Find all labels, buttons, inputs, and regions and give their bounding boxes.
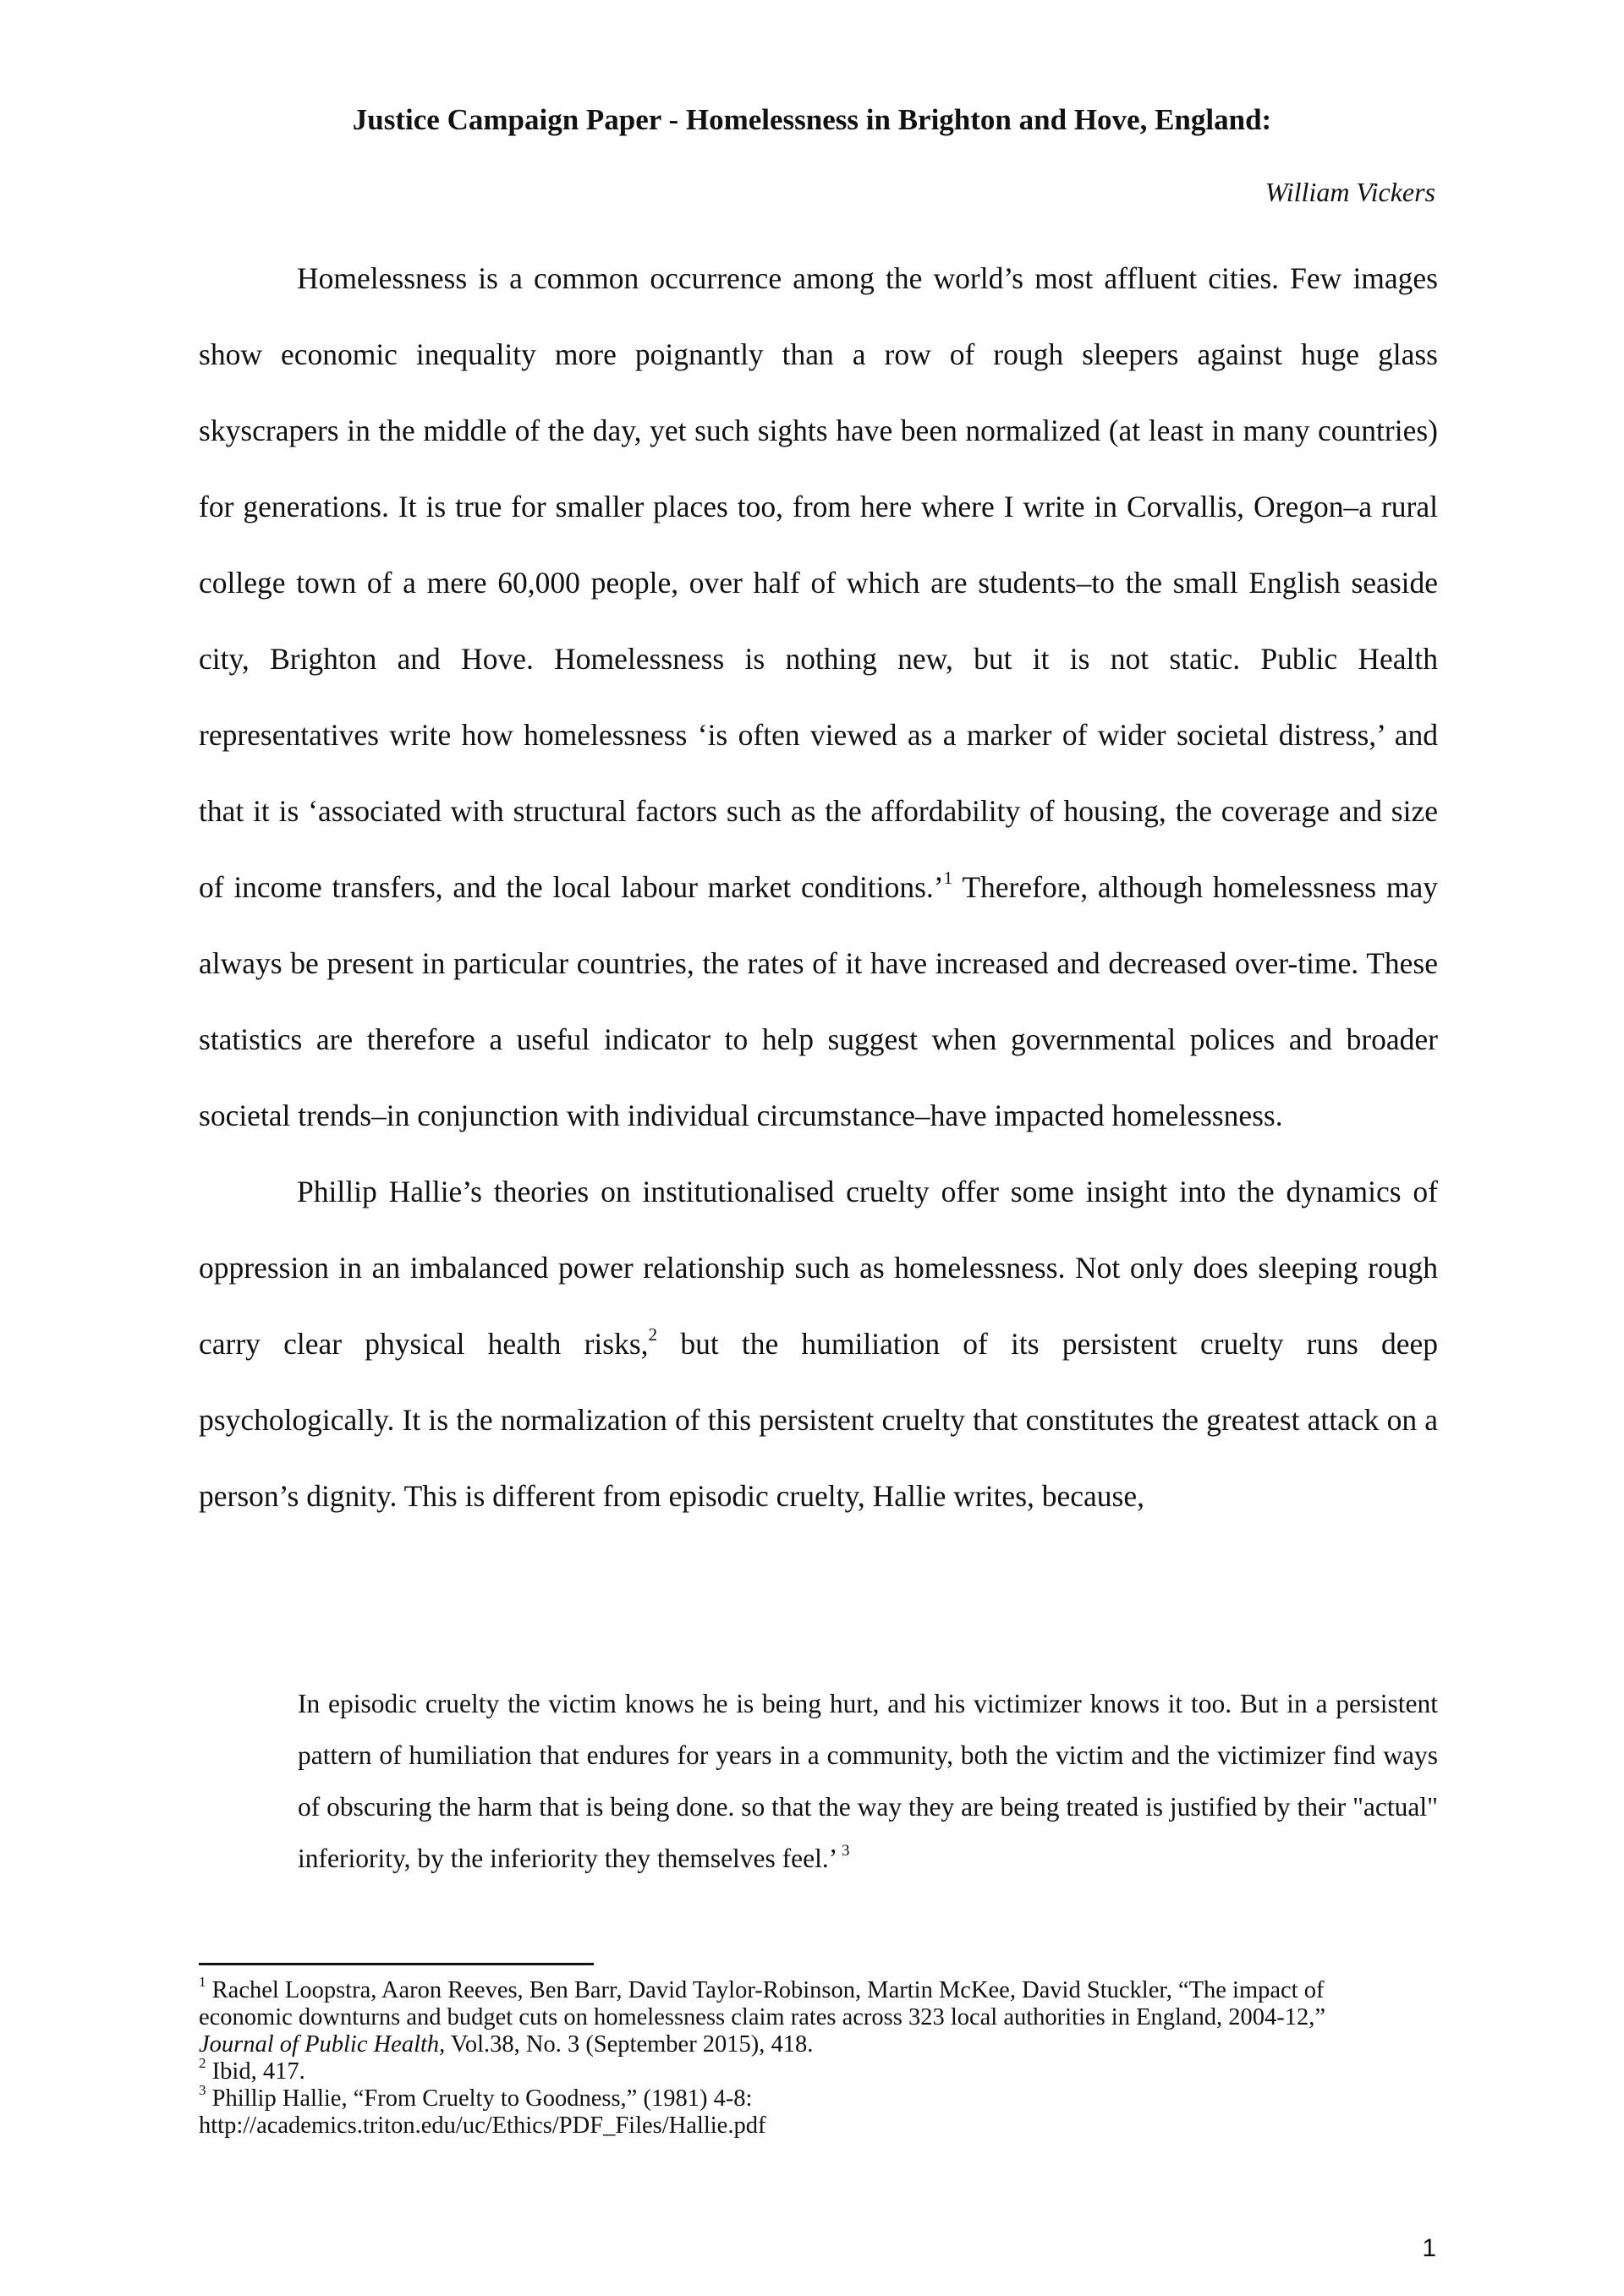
footnote-3-text: Phillip Hallie, “From Cruelty to Goodness,” (1981) 4-8:	[206, 2085, 753, 2112]
paragraph-2-text-b: but the humiliation of its persistent cruelty runs deep psychologically. It is the normalization of this persistent cruelty that constitutes the greatest attack on a person’s dignity. This is different from episodic cruelty, Hallie writes, because,	[199, 1327, 1438, 1513]
footnote-2-marker: 2	[199, 2055, 206, 2072]
footnotes	[199, 1974, 1400, 2140]
page-number: 1	[1422, 2234, 1436, 2262]
footnote-1-journal: Journal of Public Health,	[199, 2031, 446, 2058]
footnote-1-text-b: Vol.38, No. 3 (September 2015), 418.	[445, 2031, 814, 2058]
footnote-1-text-a: Rachel Loopstra, Aaron Reeves, Ben Barr, David Taylor-Robinson, Martin McKee, David Stuckler, “The impact of economic downturns and budget cuts on homelessness claim rates across 323 local authorities in England, 2004-12,”	[199, 1977, 1326, 2030]
footnote-3-marker: 3	[199, 2082, 206, 2099]
paragraph-1	[199, 240, 1438, 1153]
paragraph-1-text-a: Homelessness is a common occurrence among the world’s most affluent cities. Few images show economic inequality more poignantly than a row of rough sleepers against huge glass skyscrapers in the middle of the day, yet such sights have been normalized (at least in many countries) for generations. It is true for smaller places too, from here where I write in Corvallis, Oregon–a rural college town of a mere 60,000 people, over half of which are students–to the small English seaside city, Brighton and Hove. Homelessness is nothing new, but it is not static. Public Health representatives write how homelessness ‘is often viewed as a marker of wider societal distress,’ and that it is ‘associated with structural factors such as the affordability of housing, the coverage and size of income transfers, and the local labour market conditions.’	[199, 261, 1438, 904]
footnote-2	[199, 2055, 1400, 2085]
footnote-1-marker: 1	[199, 1974, 206, 1991]
block-quote-text: In episodic cruelty the victim knows he is being hurt, and his victimizer knows it too. But in a persistent pattern of humiliation that endures for years in a community, both the victim and the victimizer find ways of obscuring the harm that is being done. so that the way they are being treated is justified by their "actual" inferiority, by the inferiority they themselves feel.’	[298, 1689, 1438, 1873]
footnote-3-url: http://academics.triton.edu/uc/Ethics/PDF_Files/Hallie.pdf	[199, 2112, 766, 2139]
author-name: William Vickers	[1265, 177, 1435, 207]
footnote-2-text: Ibid, 417.	[206, 2058, 305, 2085]
paragraph-2	[199, 1153, 1438, 1534]
footnote-ref-1: 1	[943, 868, 953, 889]
body-text	[199, 240, 1438, 1534]
block-quote	[298, 1678, 1438, 1884]
footnote-3	[199, 2082, 1400, 2112]
footnote-1	[199, 1974, 1400, 2058]
paragraph-2-text-a: Phillip Hallie’s theories on institutionalised cruelty offer some insight into the dynamics of oppression in an imbalanced power relationship such as homelessness. Not only does sleeping rough carry clear physical health risks,	[199, 1175, 1438, 1361]
paragraph-1-text-b: Therefore, although homelessness may always be present in particular countries, the rates of it have increased and decreased over-time. These statistics are therefore a useful indicator to help suggest when governmental polices and broader societal trends–in conjunction with individual circumstance–have impacted homelessness.	[199, 870, 1438, 1132]
footnote-ref-2: 2	[648, 1324, 658, 1345]
footnote-ref-3: 3	[837, 1841, 850, 1860]
document-title: Justice Campaign Paper - Homelessness in Brighton and Hove, England:	[352, 103, 1272, 136]
footnote-separator	[199, 1963, 594, 1965]
